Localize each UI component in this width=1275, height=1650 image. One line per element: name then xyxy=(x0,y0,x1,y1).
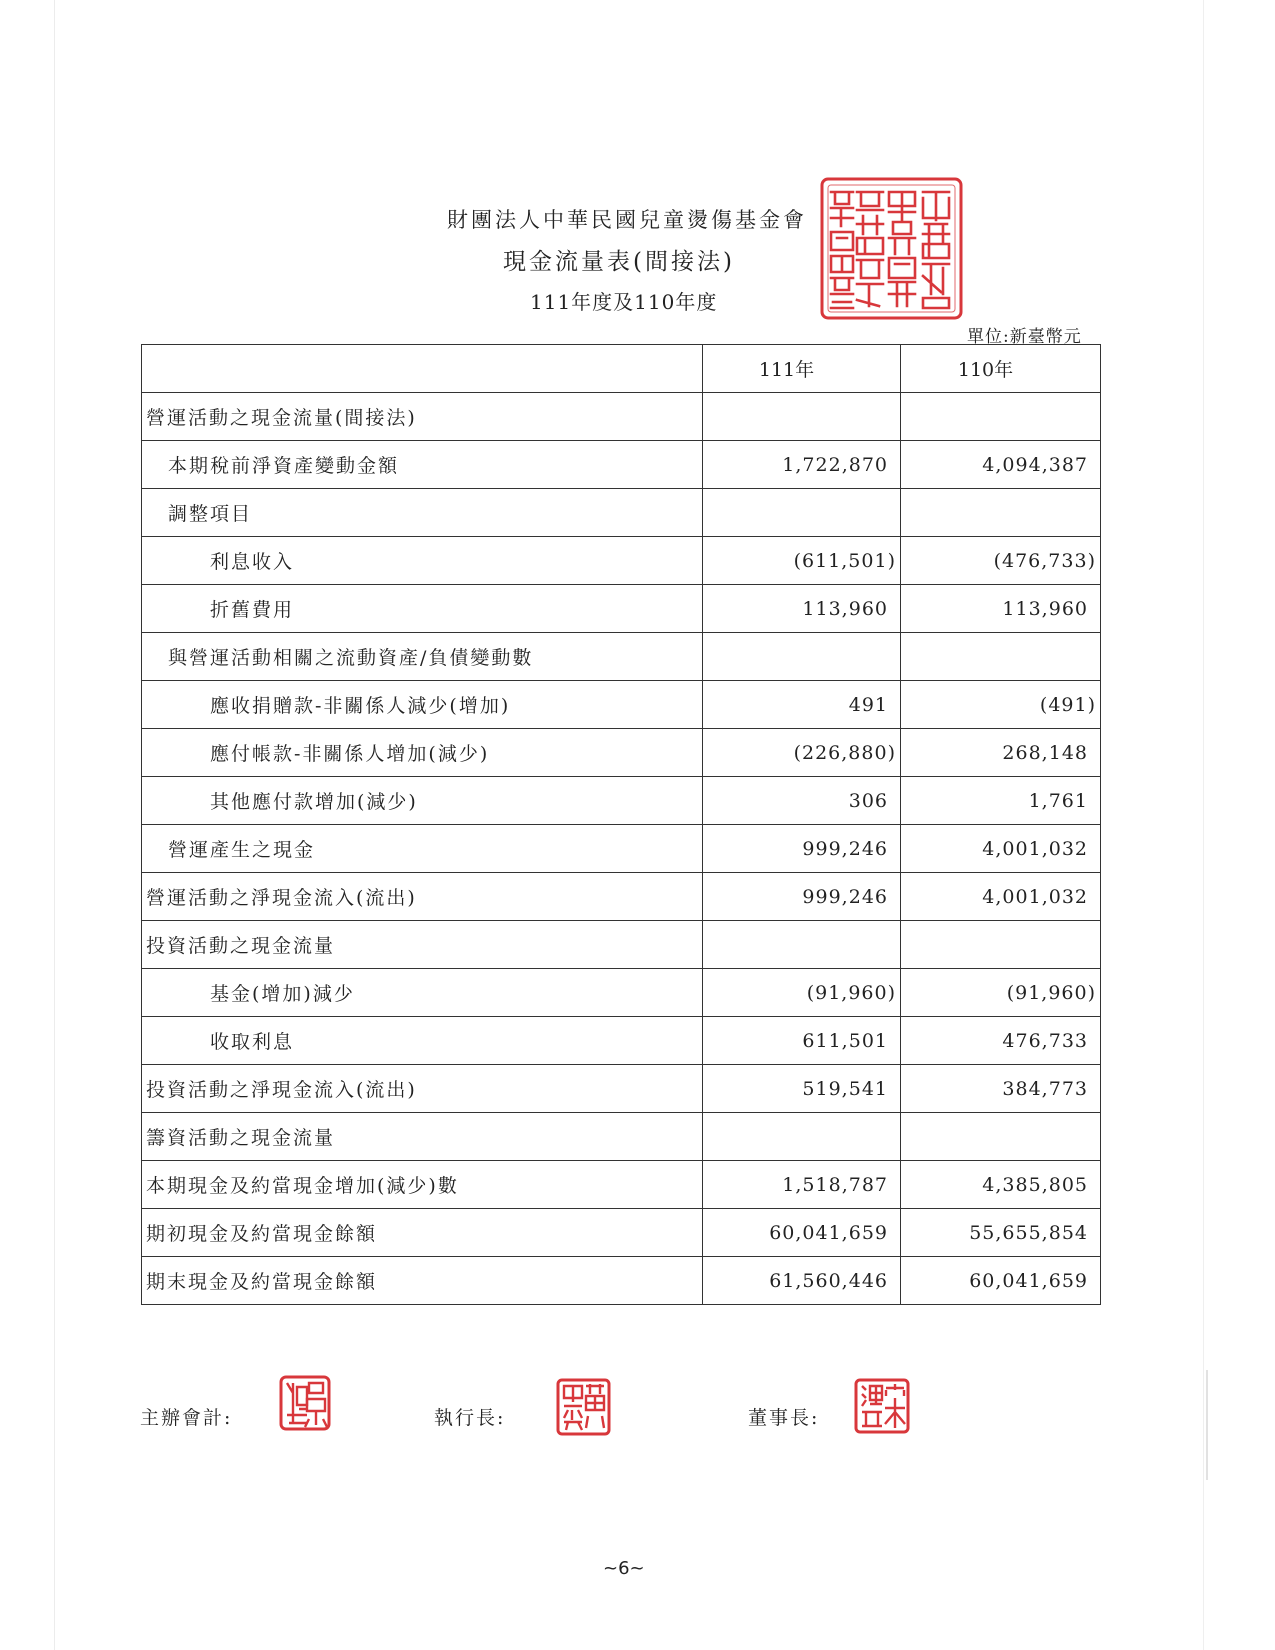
table-row xyxy=(142,1113,1101,1161)
row-label: 基金(增加)減少 xyxy=(142,969,703,1017)
value-110: 55,655,854 xyxy=(901,1209,1101,1257)
row-label: 營運活動之淨現金流入(流出) xyxy=(142,873,703,921)
value-110: (476,733) xyxy=(901,537,1101,585)
value-111: 491 xyxy=(703,681,901,729)
row-label: 期初現金及約當現金餘額 xyxy=(142,1209,703,1257)
row-label: 應付帳款-非關係人增加(減少) xyxy=(142,729,703,777)
value-110: 113,960 xyxy=(901,585,1101,633)
value-111: 999,246 xyxy=(703,825,901,873)
value-111: 60,041,659 xyxy=(703,1209,901,1257)
organization-name: 財團法人中華民國兒童燙傷基金會 xyxy=(447,208,807,232)
header-year-110: 110年 xyxy=(901,345,1101,393)
statement-period: 111年度及110年度 xyxy=(530,290,718,314)
value-110: 384,773 xyxy=(901,1065,1101,1113)
row-label: 與營運活動相關之流動資產/負債變動數 xyxy=(142,633,703,681)
table-row xyxy=(142,1257,1101,1305)
table-row xyxy=(142,777,1101,825)
row-label: 調整項目 xyxy=(142,489,703,537)
table-row xyxy=(142,969,1101,1017)
chairman-seal xyxy=(854,1378,910,1434)
scan-edge-mark xyxy=(1206,1370,1208,1480)
table-row xyxy=(142,1161,1101,1209)
value-111: 1,722,870 xyxy=(703,441,901,489)
value-111: 999,246 xyxy=(703,873,901,921)
value-110: 4,001,032 xyxy=(901,873,1101,921)
row-label: 投資活動之現金流量 xyxy=(142,921,703,969)
row-label: 應收捐贈款-非關係人減少(增加) xyxy=(142,681,703,729)
table-row xyxy=(142,633,1101,681)
value-110: 4,385,805 xyxy=(901,1161,1101,1209)
unit-label: 單位:新臺幣元 xyxy=(967,327,1082,347)
table-row xyxy=(142,681,1101,729)
value-111: 61,560,446 xyxy=(703,1257,901,1305)
table-row xyxy=(142,1065,1101,1113)
value-110: 4,001,032 xyxy=(901,825,1101,873)
value-110 xyxy=(901,1113,1101,1161)
executive-label: 執行長: xyxy=(434,1407,506,1429)
row-label: 利息收入 xyxy=(142,537,703,585)
row-label: 投資活動之淨現金流入(流出) xyxy=(142,1065,703,1113)
value-110 xyxy=(901,489,1101,537)
value-111 xyxy=(703,921,901,969)
value-110: (491) xyxy=(901,681,1101,729)
table-row xyxy=(142,537,1101,585)
row-label: 其他應付款增加(減少) xyxy=(142,777,703,825)
row-label: 營運活動之現金流量(間接法) xyxy=(142,393,703,441)
value-111 xyxy=(703,633,901,681)
value-111: (91,960) xyxy=(703,969,901,1017)
value-111 xyxy=(703,1113,901,1161)
table-row xyxy=(142,585,1101,633)
cash-flow-table xyxy=(141,344,1101,1305)
table-header-row xyxy=(142,345,1101,393)
chairman-label: 董事長: xyxy=(748,1407,820,1429)
value-110: 1,761 xyxy=(901,777,1101,825)
value-110: (91,960) xyxy=(901,969,1101,1017)
value-110: 476,733 xyxy=(901,1017,1101,1065)
accountant-label: 主辦會計: xyxy=(140,1407,233,1429)
table-row xyxy=(142,489,1101,537)
table-row xyxy=(142,441,1101,489)
value-111: (226,880) xyxy=(703,729,901,777)
header-year-111: 111年 xyxy=(703,345,901,393)
table-row xyxy=(142,729,1101,777)
value-111: 519,541 xyxy=(703,1065,901,1113)
value-111: 113,960 xyxy=(703,585,901,633)
value-111: 611,501 xyxy=(703,1017,901,1065)
value-110: 60,041,659 xyxy=(901,1257,1101,1305)
table-row xyxy=(142,825,1101,873)
row-label: 營運產生之現金 xyxy=(142,825,703,873)
page-number: ~6~ xyxy=(603,1558,645,1579)
table-row xyxy=(142,921,1101,969)
value-110 xyxy=(901,921,1101,969)
value-111: 306 xyxy=(703,777,901,825)
value-111 xyxy=(703,489,901,537)
row-label: 籌資活動之現金流量 xyxy=(142,1113,703,1161)
executive-seal xyxy=(556,1378,611,1436)
foundation-seal xyxy=(819,176,964,321)
table-row xyxy=(142,1017,1101,1065)
value-110 xyxy=(901,393,1101,441)
row-label: 期末現金及約當現金餘額 xyxy=(142,1257,703,1305)
scan-edge-left xyxy=(54,0,55,1650)
value-111 xyxy=(703,393,901,441)
scan-edge-right xyxy=(1203,0,1204,1650)
row-label: 折舊費用 xyxy=(142,585,703,633)
table-row xyxy=(142,1209,1101,1257)
table-row xyxy=(142,873,1101,921)
row-label: 收取利息 xyxy=(142,1017,703,1065)
statement-title: 現金流量表(間接法) xyxy=(503,249,735,275)
value-111: (611,501) xyxy=(703,537,901,585)
value-111: 1,518,787 xyxy=(703,1161,901,1209)
accountant-seal xyxy=(279,1375,331,1431)
header-blank xyxy=(142,345,703,393)
row-label: 本期現金及約當現金增加(減少)數 xyxy=(142,1161,703,1209)
value-110 xyxy=(901,633,1101,681)
row-label: 本期稅前淨資產變動金額 xyxy=(142,441,703,489)
value-110: 268,148 xyxy=(901,729,1101,777)
table-row xyxy=(142,393,1101,441)
value-110: 4,094,387 xyxy=(901,441,1101,489)
